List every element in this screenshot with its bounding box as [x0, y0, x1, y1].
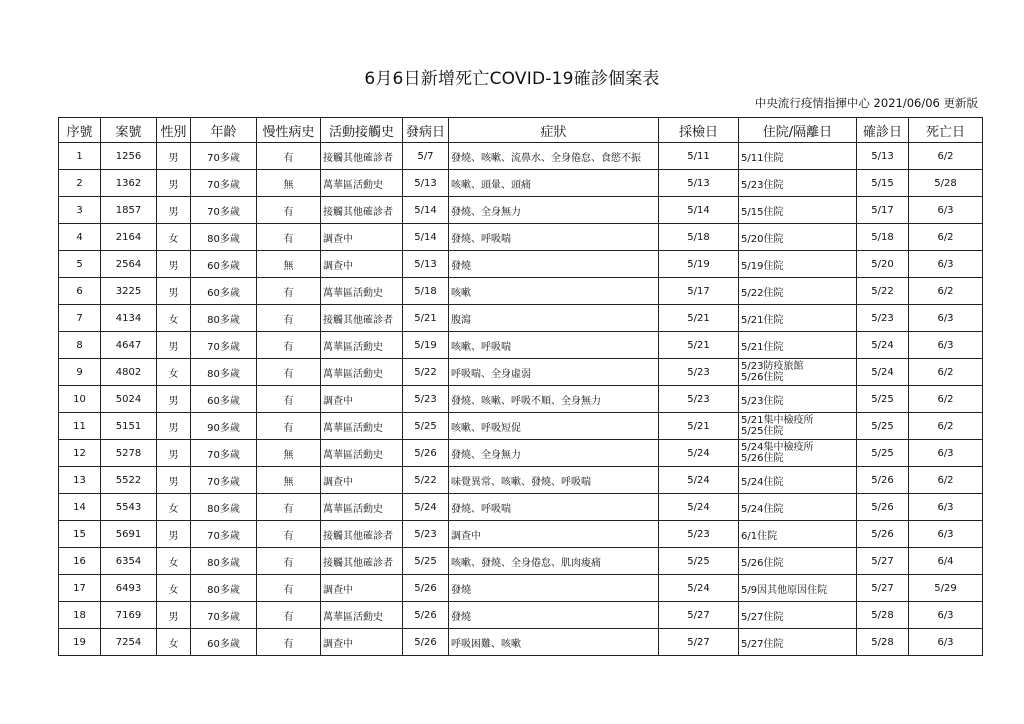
death-cell: 6/3	[909, 197, 983, 224]
sample-cell: 5/25	[659, 548, 739, 575]
sex-cell: 男	[157, 386, 191, 413]
chronic-cell: 無	[257, 251, 321, 278]
hospital-cell	[739, 143, 857, 170]
age-cell: 70多歲	[191, 467, 257, 494]
case-no-cell: 4802	[101, 359, 157, 386]
contact-cell: 調查中	[321, 629, 403, 656]
chronic-cell: 有	[257, 494, 321, 521]
sex-cell: 男	[157, 332, 191, 359]
serial-cell: 16	[59, 548, 101, 575]
header-contact: 活動接觸史	[321, 118, 403, 143]
onset-cell: 5/25	[403, 548, 449, 575]
document-title: 6月6日新增死亡COVID-19確診個案表	[364, 69, 660, 89]
contact-cell: 萬華區活動史	[321, 440, 403, 467]
confirm-cell: 5/15	[857, 170, 909, 197]
sample-cell: 5/24	[659, 494, 739, 521]
symptoms-cell: 咳嗽、頭暈、頭痛	[449, 170, 659, 197]
table-row	[59, 251, 983, 278]
onset-cell: 5/14	[403, 197, 449, 224]
death-cell: 6/2	[909, 359, 983, 386]
death-cell: 6/2	[909, 413, 983, 440]
hospital-line: 5/26住院	[741, 453, 784, 464]
chronic-cell: 有	[257, 305, 321, 332]
sample-cell: 5/21	[659, 413, 739, 440]
age-cell: 60多歲	[191, 278, 257, 305]
serial-cell: 2	[59, 170, 101, 197]
hospital-line: 5/21集中檢疫所	[741, 415, 814, 426]
onset-cell: 5/25	[403, 413, 449, 440]
death-cell: 6/2	[909, 278, 983, 305]
serial-cell: 15	[59, 521, 101, 548]
hospital-line: 5/23住院	[741, 395, 784, 407]
onset-cell: 5/22	[403, 359, 449, 386]
header-row	[59, 118, 983, 143]
chronic-cell: 有	[257, 521, 321, 548]
hospital-cell	[739, 197, 857, 224]
symptoms-cell: 發燒、呼吸喘	[449, 494, 659, 521]
chronic-cell: 有	[257, 278, 321, 305]
hospital-line: 5/24集中檢疫所	[741, 442, 814, 453]
sample-cell: 5/21	[659, 332, 739, 359]
hospital-line: 5/24住院	[741, 476, 784, 488]
confirm-cell: 5/25	[857, 440, 909, 467]
sex-cell: 男	[157, 602, 191, 629]
contact-cell: 萬華區活動史	[321, 170, 403, 197]
serial-cell: 3	[59, 197, 101, 224]
sex-cell: 男	[157, 467, 191, 494]
age-cell: 70多歲	[191, 440, 257, 467]
chronic-cell: 有	[257, 548, 321, 575]
sample-cell: 5/17	[659, 278, 739, 305]
sex-cell: 女	[157, 548, 191, 575]
symptoms-cell: 呼吸困難、咳嗽	[449, 629, 659, 656]
hospital-line: 5/23防疫旅館	[741, 361, 804, 372]
confirm-cell: 5/26	[857, 521, 909, 548]
confirm-cell: 5/20	[857, 251, 909, 278]
death-cell: 6/2	[909, 467, 983, 494]
age-cell: 80多歲	[191, 224, 257, 251]
serial-cell: 8	[59, 332, 101, 359]
hospital-line: 5/9因其他原因住院	[741, 584, 828, 596]
sample-cell: 5/18	[659, 224, 739, 251]
sample-cell: 5/23	[659, 359, 739, 386]
sample-cell: 5/11	[659, 143, 739, 170]
table-row	[59, 305, 983, 332]
serial-cell: 19	[59, 629, 101, 656]
onset-cell: 5/14	[403, 224, 449, 251]
death-cell: 5/29	[909, 575, 983, 602]
contact-cell: 萬華區活動史	[321, 413, 403, 440]
hospital-line: 5/20住院	[741, 233, 784, 245]
death-cell: 6/3	[909, 629, 983, 656]
header-symptoms: 症狀	[449, 118, 659, 143]
header-case-no: 案號	[101, 118, 157, 143]
sex-cell: 男	[157, 251, 191, 278]
sample-cell: 5/21	[659, 305, 739, 332]
sample-cell: 5/19	[659, 251, 739, 278]
symptoms-cell: 咳嗽	[449, 278, 659, 305]
chronic-cell: 有	[257, 224, 321, 251]
onset-cell: 5/23	[403, 386, 449, 413]
serial-cell: 17	[59, 575, 101, 602]
case-no-cell: 6493	[101, 575, 157, 602]
onset-cell: 5/23	[403, 521, 449, 548]
hospital-cell	[739, 602, 857, 629]
hospital-cell	[739, 251, 857, 278]
hospital-cell	[739, 521, 857, 548]
hospital-line: 5/21住院	[741, 314, 784, 326]
table-row	[59, 521, 983, 548]
hospital-cell	[739, 170, 857, 197]
chronic-cell: 有	[257, 332, 321, 359]
serial-cell: 7	[59, 305, 101, 332]
table-row	[59, 278, 983, 305]
header-onset: 發病日	[403, 118, 449, 143]
death-cell: 6/2	[909, 386, 983, 413]
header-hospital: 住院/隔離日	[739, 118, 857, 143]
contact-cell: 接觸其他確診者	[321, 548, 403, 575]
death-cases-table	[58, 117, 983, 656]
contact-cell: 接觸其他確診者	[321, 197, 403, 224]
serial-cell: 6	[59, 278, 101, 305]
hospital-cell	[739, 548, 857, 575]
death-cell: 6/3	[909, 440, 983, 467]
chronic-cell: 無	[257, 467, 321, 494]
table-row	[59, 467, 983, 494]
age-cell: 80多歲	[191, 305, 257, 332]
table-row	[59, 143, 983, 170]
chronic-cell: 有	[257, 575, 321, 602]
symptoms-cell: 發燒、全身無力	[449, 197, 659, 224]
table-row	[59, 440, 983, 467]
table-row	[59, 332, 983, 359]
case-no-cell: 2564	[101, 251, 157, 278]
confirm-cell: 5/28	[857, 629, 909, 656]
onset-cell: 5/21	[403, 305, 449, 332]
hospital-cell	[739, 467, 857, 494]
serial-cell: 10	[59, 386, 101, 413]
confirm-cell: 5/28	[857, 602, 909, 629]
chronic-cell: 有	[257, 629, 321, 656]
age-cell: 70多歲	[191, 332, 257, 359]
sex-cell: 男	[157, 170, 191, 197]
hospital-cell	[739, 494, 857, 521]
death-cell: 6/3	[909, 494, 983, 521]
sex-cell: 男	[157, 413, 191, 440]
sample-cell: 5/27	[659, 629, 739, 656]
case-no-cell: 5151	[101, 413, 157, 440]
contact-cell: 萬華區活動史	[321, 494, 403, 521]
onset-cell: 5/7	[403, 143, 449, 170]
table-row	[59, 629, 983, 656]
confirm-cell: 5/27	[857, 548, 909, 575]
sex-cell: 女	[157, 224, 191, 251]
hospital-cell	[739, 386, 857, 413]
serial-cell: 14	[59, 494, 101, 521]
contact-cell: 接觸其他確診者	[321, 521, 403, 548]
case-no-cell: 5522	[101, 467, 157, 494]
sex-cell: 男	[157, 440, 191, 467]
case-no-cell: 5024	[101, 386, 157, 413]
onset-cell: 5/18	[403, 278, 449, 305]
hospital-line: 5/26住院	[741, 372, 784, 383]
case-no-cell: 7169	[101, 602, 157, 629]
serial-cell: 12	[59, 440, 101, 467]
table-row	[59, 548, 983, 575]
confirm-cell: 5/22	[857, 278, 909, 305]
confirm-cell: 5/24	[857, 332, 909, 359]
symptoms-cell: 呼吸喘、全身虛弱	[449, 359, 659, 386]
contact-cell: 萬華區活動史	[321, 332, 403, 359]
onset-cell: 5/13	[403, 170, 449, 197]
hospital-line: 6/1住院	[741, 530, 778, 542]
age-cell: 80多歲	[191, 494, 257, 521]
contact-cell: 接觸其他確診者	[321, 143, 403, 170]
hospital-line: 5/11住院	[741, 152, 784, 164]
hospital-line: 5/25住院	[741, 426, 784, 437]
chronic-cell: 有	[257, 197, 321, 224]
header-chronic: 慢性病史	[257, 118, 321, 143]
table-body	[59, 143, 983, 656]
onset-cell: 5/24	[403, 494, 449, 521]
hospital-cell	[739, 278, 857, 305]
death-cell: 6/3	[909, 521, 983, 548]
header-sample: 採檢日	[659, 118, 739, 143]
death-cell: 6/4	[909, 548, 983, 575]
onset-cell: 5/13	[403, 251, 449, 278]
case-no-cell: 5278	[101, 440, 157, 467]
hospital-cell	[739, 413, 857, 440]
table-row	[59, 386, 983, 413]
death-cell: 6/3	[909, 251, 983, 278]
case-no-cell: 2164	[101, 224, 157, 251]
sample-cell: 5/14	[659, 197, 739, 224]
death-cell: 6/3	[909, 332, 983, 359]
case-no-cell: 4647	[101, 332, 157, 359]
confirm-cell: 5/13	[857, 143, 909, 170]
onset-cell: 5/26	[403, 440, 449, 467]
case-no-cell: 1256	[101, 143, 157, 170]
sample-cell: 5/23	[659, 386, 739, 413]
hospital-line: 5/26住院	[741, 557, 784, 569]
header-sex: 性別	[157, 118, 191, 143]
chronic-cell: 有	[257, 386, 321, 413]
confirm-cell: 5/26	[857, 467, 909, 494]
age-cell: 80多歲	[191, 575, 257, 602]
hospital-line: 5/21住院	[741, 341, 784, 353]
age-cell: 70多歲	[191, 170, 257, 197]
hospital-line: 5/24住院	[741, 503, 784, 515]
age-cell: 70多歲	[191, 197, 257, 224]
hospital-line: 5/27住院	[741, 638, 784, 650]
contact-cell: 調查中	[321, 224, 403, 251]
case-no-cell: 1362	[101, 170, 157, 197]
sample-cell: 5/24	[659, 575, 739, 602]
death-cell: 6/2	[909, 224, 983, 251]
chronic-cell: 有	[257, 413, 321, 440]
contact-cell: 萬華區活動史	[321, 359, 403, 386]
sex-cell: 女	[157, 494, 191, 521]
confirm-cell: 5/24	[857, 359, 909, 386]
sex-cell: 女	[157, 359, 191, 386]
symptoms-cell: 味覺異常、咳嗽、發燒、呼吸喘	[449, 467, 659, 494]
symptoms-cell: 咳嗽、呼吸短促	[449, 413, 659, 440]
contact-cell: 調查中	[321, 251, 403, 278]
chronic-cell: 有	[257, 359, 321, 386]
sex-cell: 男	[157, 521, 191, 548]
age-cell: 70多歲	[191, 602, 257, 629]
hospital-line: 5/23住院	[741, 179, 784, 191]
case-no-cell: 1857	[101, 197, 157, 224]
chronic-cell: 無	[257, 440, 321, 467]
sample-cell: 5/24	[659, 467, 739, 494]
sample-cell: 5/27	[659, 602, 739, 629]
case-no-cell: 5691	[101, 521, 157, 548]
death-cell: 5/28	[909, 170, 983, 197]
age-cell: 70多歲	[191, 521, 257, 548]
onset-cell: 5/22	[403, 467, 449, 494]
contact-cell: 調查中	[321, 386, 403, 413]
table-row	[59, 170, 983, 197]
hospital-line: 5/15住院	[741, 206, 784, 218]
sample-cell: 5/23	[659, 521, 739, 548]
symptoms-cell: 發燒、咳嗽、流鼻水、全身倦怠、食慾不振	[449, 143, 659, 170]
case-no-cell: 4134	[101, 305, 157, 332]
serial-cell: 5	[59, 251, 101, 278]
age-cell: 60多歲	[191, 629, 257, 656]
table-row	[59, 413, 983, 440]
age-cell: 60多歲	[191, 386, 257, 413]
serial-cell: 4	[59, 224, 101, 251]
confirm-cell: 5/23	[857, 305, 909, 332]
sex-cell: 女	[157, 629, 191, 656]
symptoms-cell: 咳嗽、發燒、全身倦怠、肌肉痠痛	[449, 548, 659, 575]
contact-cell: 調查中	[321, 575, 403, 602]
case-no-cell: 5543	[101, 494, 157, 521]
hospital-cell	[739, 575, 857, 602]
symptoms-cell: 發燒、全身無力	[449, 440, 659, 467]
serial-cell: 9	[59, 359, 101, 386]
table-row	[59, 359, 983, 386]
death-cell: 6/3	[909, 602, 983, 629]
hospital-cell	[739, 629, 857, 656]
contact-cell: 萬華區活動史	[321, 602, 403, 629]
symptoms-cell: 發燒	[449, 602, 659, 629]
confirm-cell: 5/25	[857, 413, 909, 440]
symptoms-cell: 咳嗽、呼吸喘	[449, 332, 659, 359]
header-confirm: 確診日	[857, 118, 909, 143]
contact-cell: 接觸其他確診者	[321, 305, 403, 332]
onset-cell: 5/26	[403, 575, 449, 602]
age-cell: 80多歲	[191, 359, 257, 386]
symptoms-cell: 發燒、咳嗽、呼吸不順、全身無力	[449, 386, 659, 413]
contact-cell: 調查中	[321, 467, 403, 494]
sex-cell: 女	[157, 575, 191, 602]
sample-cell: 5/24	[659, 440, 739, 467]
confirm-cell: 5/27	[857, 575, 909, 602]
confirm-cell: 5/26	[857, 494, 909, 521]
hospital-cell	[739, 305, 857, 332]
contact-cell: 萬華區活動史	[321, 278, 403, 305]
serial-cell: 1	[59, 143, 101, 170]
symptoms-cell: 發燒、呼吸喘	[449, 224, 659, 251]
hospital-line: 5/27住院	[741, 611, 784, 623]
sex-cell: 男	[157, 278, 191, 305]
table-row	[59, 197, 983, 224]
age-cell: 70多歲	[191, 143, 257, 170]
sex-cell: 男	[157, 197, 191, 224]
header-death: 死亡日	[909, 118, 983, 143]
hospital-line: 5/22住院	[741, 287, 784, 299]
serial-cell: 13	[59, 467, 101, 494]
age-cell: 90多歲	[191, 413, 257, 440]
sex-cell: 男	[157, 143, 191, 170]
header-serial: 序號	[59, 118, 101, 143]
symptoms-cell: 發燒	[449, 575, 659, 602]
hospital-line: 5/19住院	[741, 260, 784, 272]
serial-cell: 11	[59, 413, 101, 440]
death-cell: 6/2	[909, 143, 983, 170]
sample-cell: 5/13	[659, 170, 739, 197]
hospital-cell	[739, 332, 857, 359]
table-row	[59, 575, 983, 602]
age-cell: 80多歲	[191, 548, 257, 575]
table-row	[59, 224, 983, 251]
header-age: 年齡	[191, 118, 257, 143]
chronic-cell: 有	[257, 602, 321, 629]
case-no-cell: 6354	[101, 548, 157, 575]
symptoms-cell: 調查中	[449, 521, 659, 548]
hospital-cell	[739, 440, 857, 467]
hospital-cell	[739, 224, 857, 251]
confirm-cell: 5/17	[857, 197, 909, 224]
document-subtitle: 中央流行疫情指揮中心 2021/06/06 更新版	[754, 96, 978, 110]
symptoms-cell: 發燒	[449, 251, 659, 278]
chronic-cell: 有	[257, 143, 321, 170]
confirm-cell: 5/18	[857, 224, 909, 251]
case-no-cell: 3225	[101, 278, 157, 305]
hospital-cell	[739, 359, 857, 386]
case-no-cell: 7254	[101, 629, 157, 656]
onset-cell: 5/26	[403, 629, 449, 656]
table-row	[59, 602, 983, 629]
confirm-cell: 5/25	[857, 386, 909, 413]
symptoms-cell: 腹瀉	[449, 305, 659, 332]
death-cell: 6/3	[909, 305, 983, 332]
onset-cell: 5/26	[403, 602, 449, 629]
sex-cell: 女	[157, 305, 191, 332]
onset-cell: 5/19	[403, 332, 449, 359]
table-row	[59, 494, 983, 521]
serial-cell: 18	[59, 602, 101, 629]
age-cell: 60多歲	[191, 251, 257, 278]
chronic-cell: 無	[257, 170, 321, 197]
